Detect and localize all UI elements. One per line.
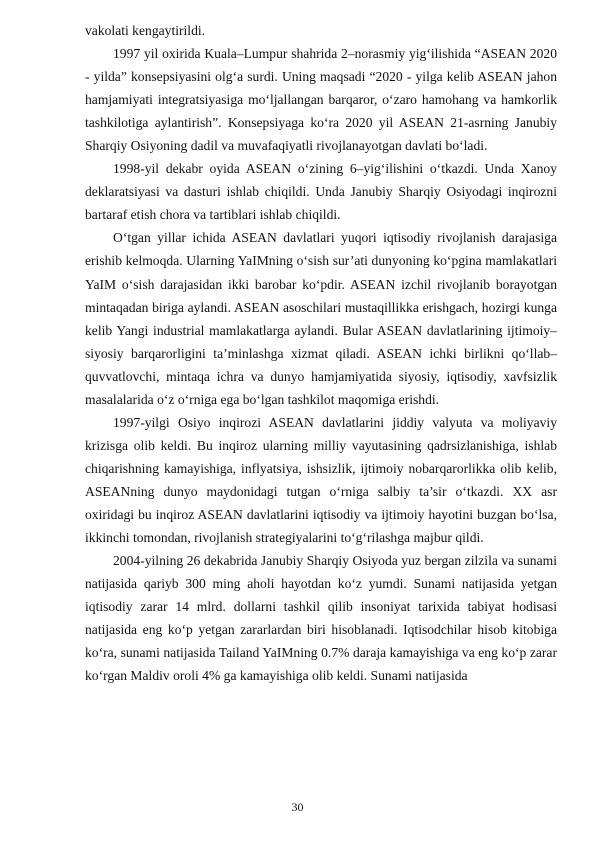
page-number: 30 [291, 800, 304, 814]
paragraph-hanoi-declaration: 1998-yil dekabr oyida ASEAN o‘zining 6–yig‘ilishini o‘tkazdi. Unda Xanoy deklaratsiyasi va dasturi ishlab chiqildi. Unda Janubiy Sharqiy Osiyodagi inqirozni bartaraf etish chora va tartiblari ishlab chiqildi. [85, 161, 557, 223]
paragraph-asean-2020-concept: 1997 yil oxirida Kuala–Lumpur shahrida 2–norasmiy yig‘ilishida “ASEAN 2020 - yilda” konsepsiyasini olg‘a surdi. Uning maqsadi “2020 - yilga kelib ASEAN jahon hamjamiyati integratsiyasiga mo‘ljallangan barqaror, o‘zaro hamohang va hamkorlik tashkilotiga aylantirish”. Konsepsiyaga ko‘ra 2020 yil ASEAN 21-asrning Janubiy Sharqiy Osiyoning dadil va muvafaqiyatli rivojlanayotgan davlati bo‘ladi. [85, 46, 557, 154]
paragraph-asian-crisis: 1997-yilgi Osiyo inqirozi ASEAN davlatlarini jiddiy valyuta va moliyaviy krizisga olib keldi. Bu inqiroz ularning milliy vayutasining qadrsizlanishiga, ishlab chiqarishning kamayishiga, inflyatsiya, ishsizlik, ijtimoiy nobarqarorlikka olib kelib, ASEANning dunyo maydonidagi tutgan o‘rniga salbiy ta’sir o‘tkazdi. XX asr oxiridagi bu inqiroz ASEAN davlatlarini iqtisodiy va ijtimoiy hayotini buzgan bo‘lsa, ikkinchi tomondan, rivojlanish strategiyalarini to‘g‘rilashga majbur qildi. [85, 414, 557, 546]
paragraph-economic-development: O‘tgan yillar ichida ASEAN davlatlari yuqori iqtisodiy rivojlanish darajasiga erishib kelmoqda. Ularning YaIMning o‘sish sur’ati dunyoning ko‘pgina mamlakatlari YaIM o‘sish darajasidan ikki barobar ko‘pdir. ASEAN izchil rivojlanib borayotgan mintaqadan biriga aylandi. ASEAN asoschilari mustaqillikka erishgach, hozirgi kunga kelib Yangi industrial mamlakatlarga aylandi. Bular ASEAN davlatlarining ijtimoiy–siyosiy barqarorligini ta’minlashga xizmat qiladi. ASEAN ichki birlikni qo‘llab–quvvatlovchi, mintaqa ichra va dunyo hamjamiyatida siyosiy, iqtisodiy, xavfsizlik masalalarida o‘z o‘rniga ega bo‘lgan tashkilot maqomiga erishdi. [85, 230, 557, 407]
body-text [85, 19, 557, 687]
paragraph-continuation: vakolati kengaytirildi. [85, 23, 206, 38]
paragraph-tsunami: 2004-yilning 26 dekabrida Janubiy Sharqiy Osiyoda yuz bergan zilzila va sunami natijasida qariyb 300 ming aholi hayotdan ko‘z yumdi. Sunami natijasida yetgan iqtisodiy zarar 14 mlrd. dollarni tashkil qilib insoniyat tarixida tabiyat hodisasi natijasida eng ko‘p yetgan zararlardan biri hisoblanadi. Iqtisodchilar hisob kitobiga ko‘ra, sunami natijasida Tailand YaIMning 0.7% daraja kamayishiga va eng ko‘p zarar ko‘rgan Maldiv oroli 4% ga kamayishiga olib keldi. Sunami natijasida [85, 553, 557, 684]
